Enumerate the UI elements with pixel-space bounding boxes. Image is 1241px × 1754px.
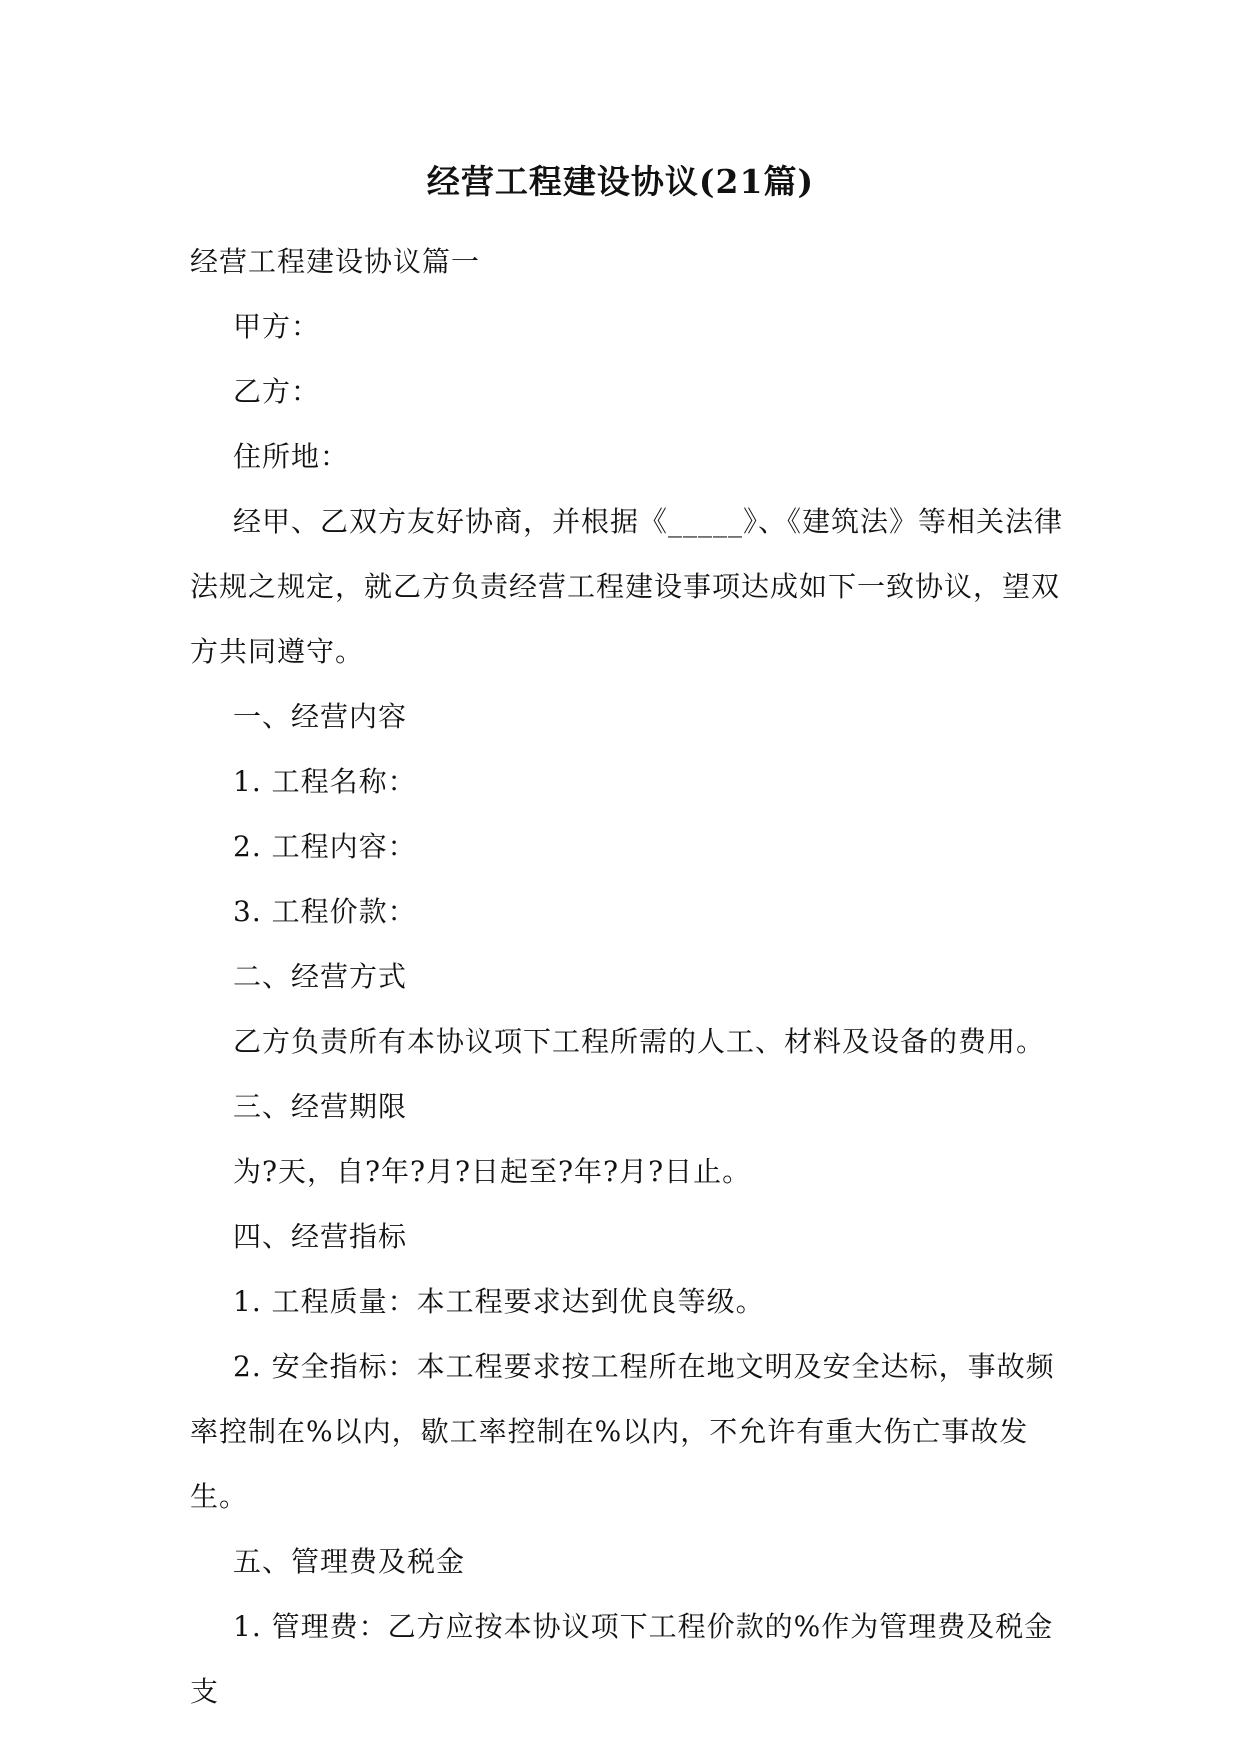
paragraph: 三、经营期限 bbox=[233, 1090, 408, 1123]
document-title: 经营工程建设协议(21篇) bbox=[426, 162, 815, 201]
paragraph: 四、经营指标 bbox=[233, 1220, 408, 1253]
paragraph: 乙方： bbox=[233, 375, 321, 408]
paragraph: 2. 安全指标：本工程要求按工程所在地文明及安全达标，事故频率控制在%以内，歇工率控制在%以内，不允许有重大伤亡事故发生。 bbox=[190, 1350, 1055, 1513]
paragraph: 1. 工程质量：本工程要求达到优良等级。 bbox=[233, 1285, 765, 1318]
paragraph: 住所地： bbox=[233, 440, 350, 473]
paragraph: 经营工程建设协议篇一 bbox=[190, 245, 481, 278]
paragraph: 1. 管理费：乙方应按本协议项下工程价款的%作为管理费及税金支 bbox=[190, 1610, 1054, 1708]
paragraph: 五、管理费及税金 bbox=[233, 1545, 466, 1578]
paragraph: 甲方： bbox=[233, 310, 321, 343]
document-body bbox=[190, 229, 1070, 1724]
paragraph: 3. 工程价款： bbox=[233, 895, 417, 928]
paragraph: 为?天，自?年?月?日起至?年?月?日止。 bbox=[233, 1155, 752, 1188]
paragraph: 二、经营方式 bbox=[233, 960, 408, 993]
paragraph: 1. 工程名称： bbox=[233, 765, 417, 798]
paragraph: 乙方负责所有本协议项下工程所需的人工、材料及设备的费用。 bbox=[233, 1025, 1046, 1058]
paragraph: 经甲、乙双方友好协商，并根据《_____》、《建筑法》等相关法律法规之规定，就乙方负责经营工程建设事项达成如下一致协议，望双方共同遵守。 bbox=[190, 505, 1064, 668]
paragraph: 一、经营内容 bbox=[233, 700, 408, 733]
paragraph: 2. 工程内容： bbox=[233, 830, 417, 863]
